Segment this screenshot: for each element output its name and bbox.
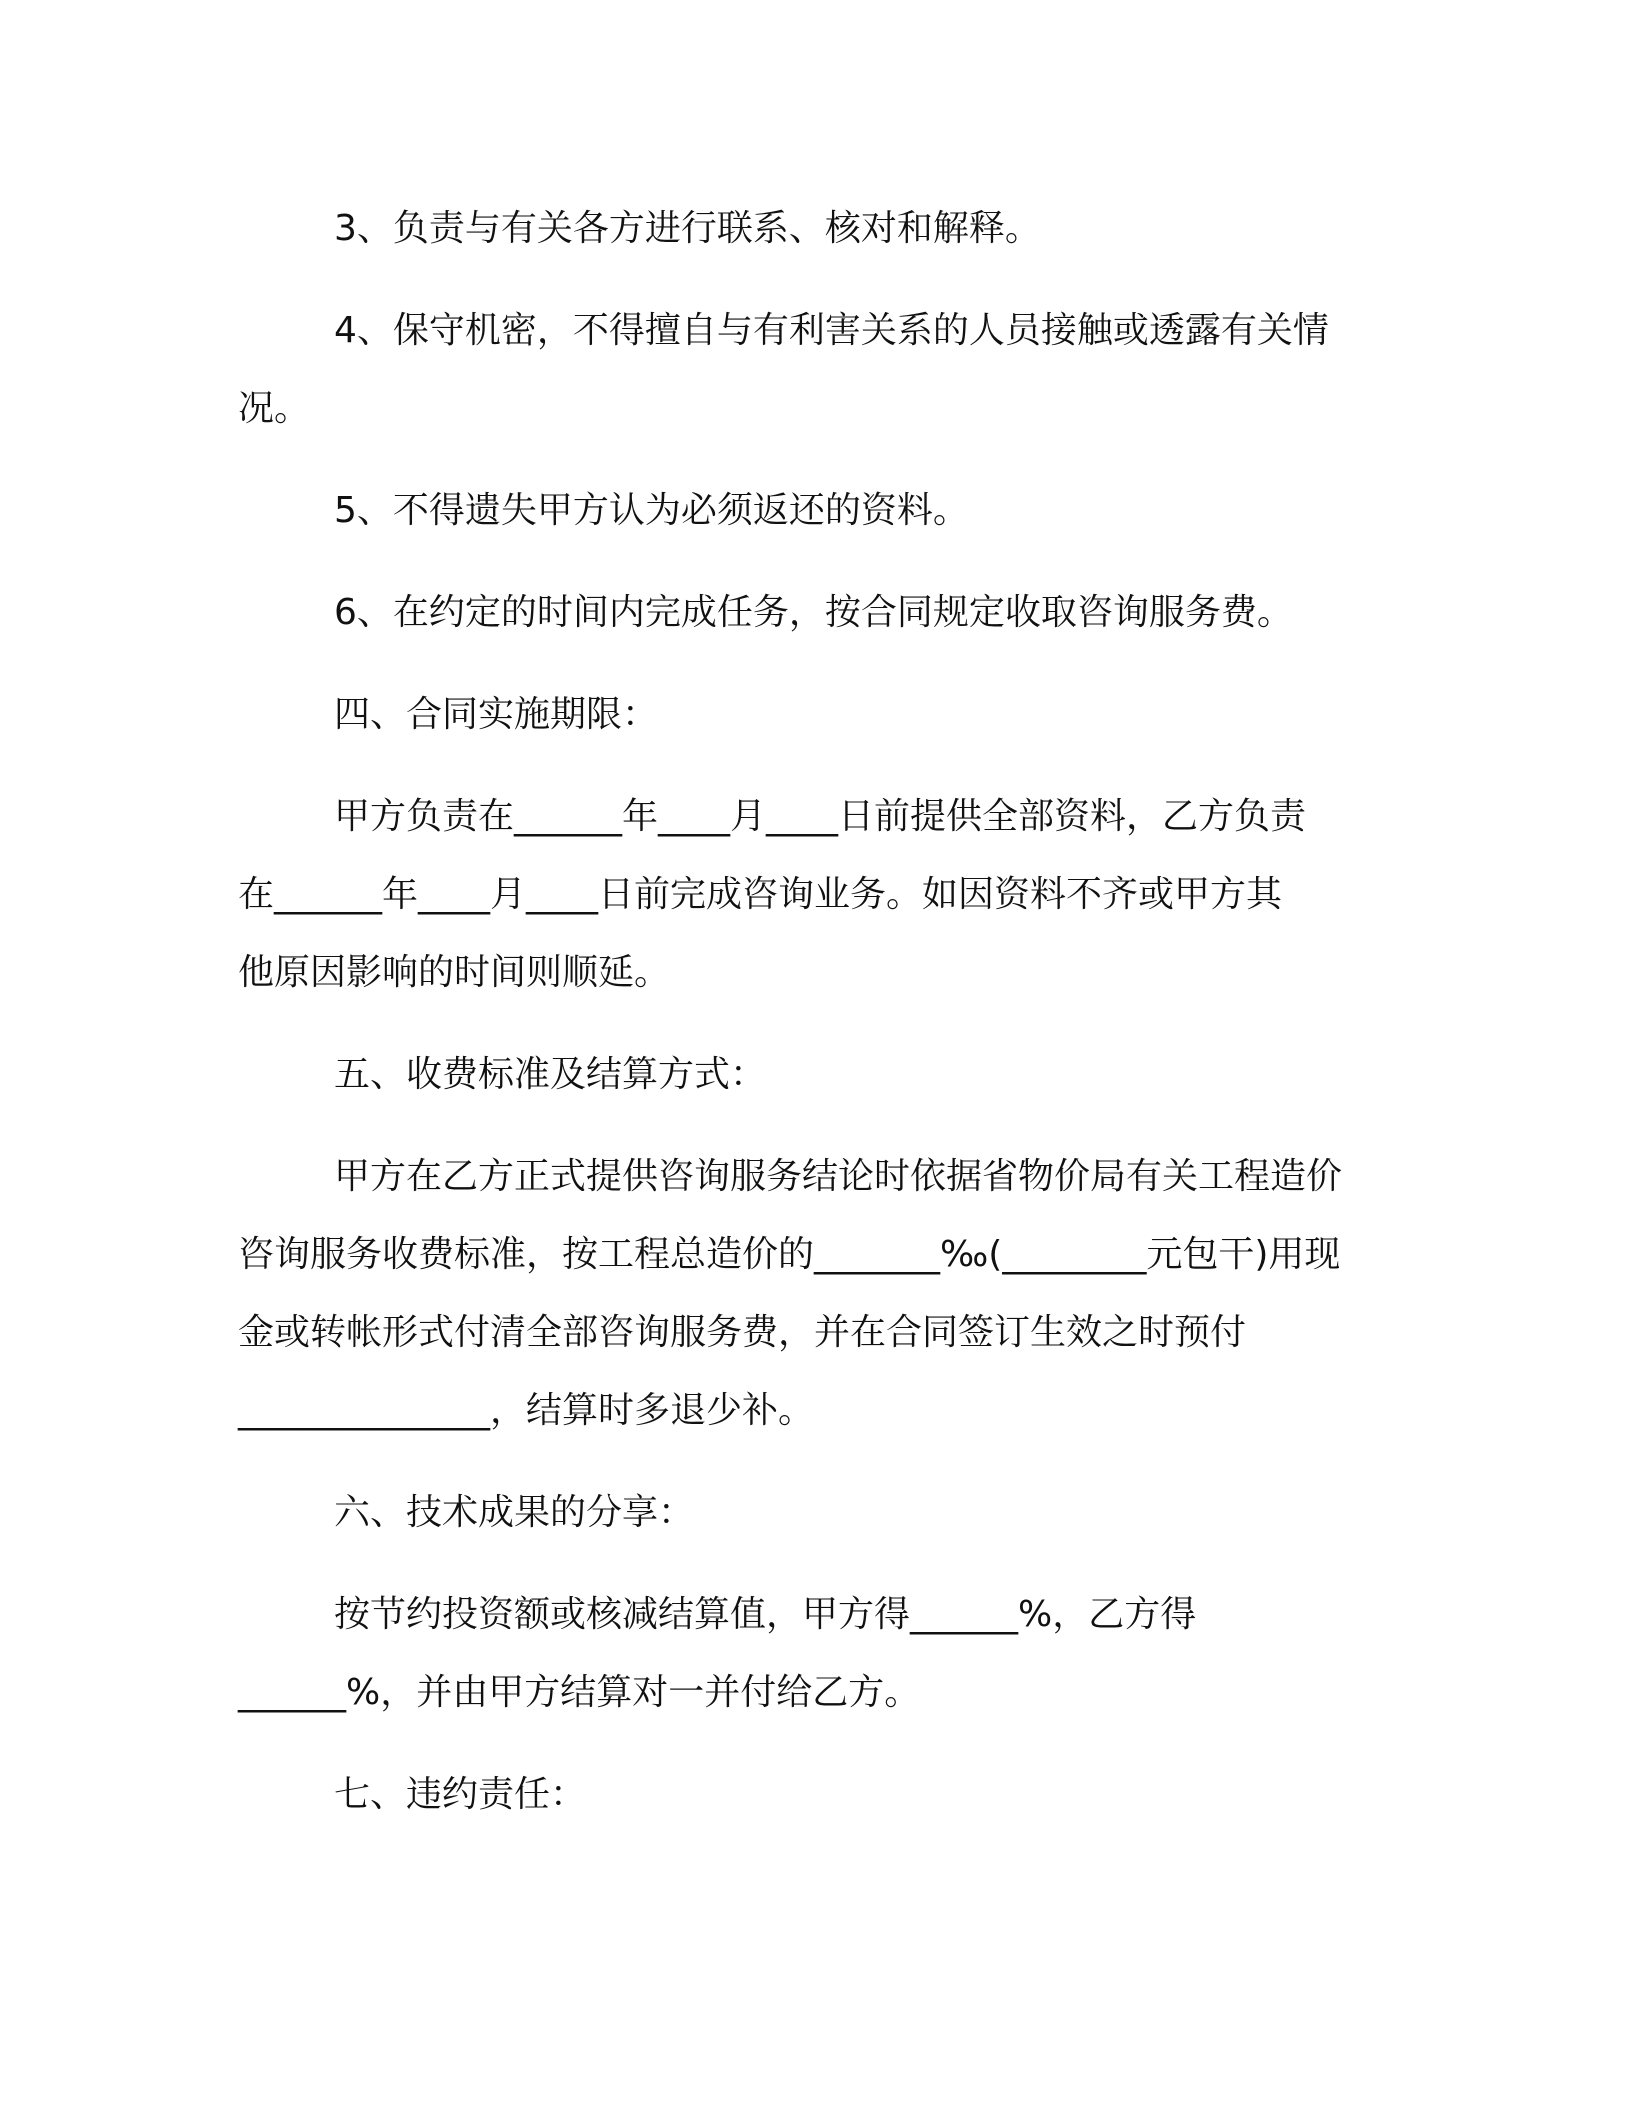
heading-line: 六、技术成果的分享： — [334, 1492, 695, 1533]
paragraph-item-6 — [238, 574, 1378, 652]
paragraph-line: 4、保守机密，不得擅自与有利害关系的人员接触或透露有关情 — [334, 310, 1329, 351]
paragraph-line: 况。 — [238, 388, 311, 429]
paragraph-tech-share — [238, 1576, 1378, 1732]
paragraph-line: 6、在约定的时间内完成任务，按合同规定收取咨询服务费。 — [334, 592, 1293, 633]
paragraph-contract-term — [238, 778, 1378, 1012]
paragraph-line: ______________，结算时多退少补。 — [238, 1390, 815, 1431]
paragraph-line: 5、不得遗失甲方认为必须返还的资料。 — [334, 490, 969, 531]
paragraph-line: ______%，并由甲方结算对一并付给乙方。 — [238, 1672, 921, 1713]
paragraph-item-3 — [238, 190, 1378, 268]
paragraph-line: 金或转帐形式付清全部咨询服务费，并在合同签订生效之时预付 — [238, 1312, 1247, 1353]
paragraph-line: 他原因影响的时间则顺延。 — [238, 952, 671, 993]
section-heading-5 — [238, 1036, 1378, 1114]
heading-line: 四、合同实施期限： — [334, 694, 659, 735]
section-heading-4 — [238, 676, 1378, 754]
section-heading-7 — [238, 1756, 1378, 1834]
paragraph-line: 3、负责与有关各方进行联系、核对和解释。 — [334, 208, 1041, 249]
paragraph-line: 甲方在乙方正式提供咨询服务结论时依据省物价局有关工程造价 — [334, 1156, 1343, 1197]
paragraph-line: 按节约投资额或核减结算值，甲方得______%，乙方得 — [334, 1594, 1197, 1635]
section-heading-6 — [238, 1474, 1378, 1552]
heading-line: 五、收费标准及结算方式： — [334, 1054, 767, 1095]
paragraph-item-4 — [238, 292, 1378, 448]
paragraph-fee-standard — [238, 1138, 1378, 1450]
heading-line: 七、违约责任： — [334, 1774, 587, 1815]
paragraph-line: 在______年____月____日前完成咨询业务。如因资料不齐或甲方其 — [238, 874, 1283, 915]
document-body — [238, 190, 1378, 1858]
paragraph-line: 咨询服务收费标准，按工程总造价的_______‰(________元包干)用现 — [238, 1234, 1341, 1275]
paragraph-line: 甲方负责在______年____月____日前提供全部资料，乙方负责 — [334, 796, 1307, 837]
paragraph-item-5 — [238, 472, 1378, 550]
